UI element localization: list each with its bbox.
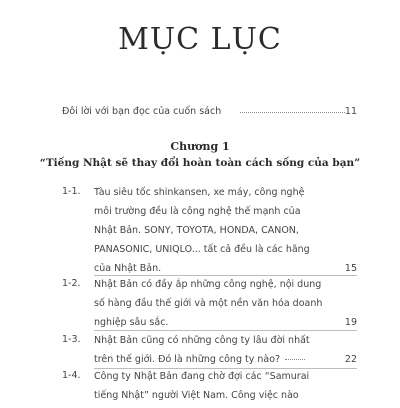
- entry-line: nghiệp sâu sắc.: [94, 317, 169, 328]
- entry-text: [94, 334, 357, 372]
- entry-last-line: [94, 316, 357, 335]
- entry-line: môi trường đều là công nghệ thế mạnh của: [94, 206, 301, 217]
- entry-line: số hàng đầu thế giới và một nền văn hóa doanh: [94, 298, 323, 309]
- entry-text: [94, 370, 357, 408]
- entry-page-number: 22: [344, 354, 357, 365]
- intro-page-number: 11: [344, 106, 357, 117]
- entry-line: tiếng Nhật” người Việt Nam. Công việc nào: [94, 390, 299, 401]
- chapter-subtitle: “Tiếng Nhật sẽ thay đổi hoàn toàn cách sống của bạn”: [39, 157, 361, 169]
- entry-number: 1-2.: [62, 278, 81, 289]
- entry-separator: [94, 275, 357, 276]
- entry-page-number: 15: [344, 263, 357, 274]
- entry-line: Công ty Nhật Bản đang chờ đợi các “Samurai: [94, 371, 310, 382]
- entry-text: [94, 186, 357, 281]
- entry-text: [94, 278, 357, 335]
- entry-line: Nhật Bản có đầy ắp những công nghệ, nội dung: [94, 279, 322, 290]
- entry-line: của Nhật Bản.: [94, 263, 162, 274]
- intro-label: Đôi lời với bạn đọc của cuốn sách: [62, 106, 222, 117]
- entry-number: 1-4.: [62, 370, 81, 381]
- entry-separator: [94, 368, 357, 369]
- toc-intro-entry: [62, 106, 357, 117]
- toc-title: MỤC LỤC: [118, 22, 282, 57]
- dot-leader: [240, 112, 345, 113]
- entry-separator: [94, 330, 357, 331]
- entry-number: 1-1.: [62, 186, 81, 197]
- entry-line: Nhật Bản. SONY, TOYOTA, HONDA, CANON,: [94, 225, 299, 236]
- chapter-heading: Chương 1: [170, 140, 230, 153]
- entry-page-number: 19: [344, 317, 357, 328]
- entry-line: Nhật Bản cũng có những công ty lâu đời nhất: [94, 335, 310, 346]
- entry-line: PANASONIC, UNIQLO... tất cả đều là các hãng: [94, 244, 310, 255]
- dot-leader: [285, 359, 305, 360]
- entry-line: trên thế giới. Đó là những công ty nào?: [94, 354, 281, 365]
- entry-line: Tàu siêu tốc shinkansen, xe máy, công nghệ: [94, 187, 305, 198]
- entry-number: 1-3.: [62, 334, 81, 345]
